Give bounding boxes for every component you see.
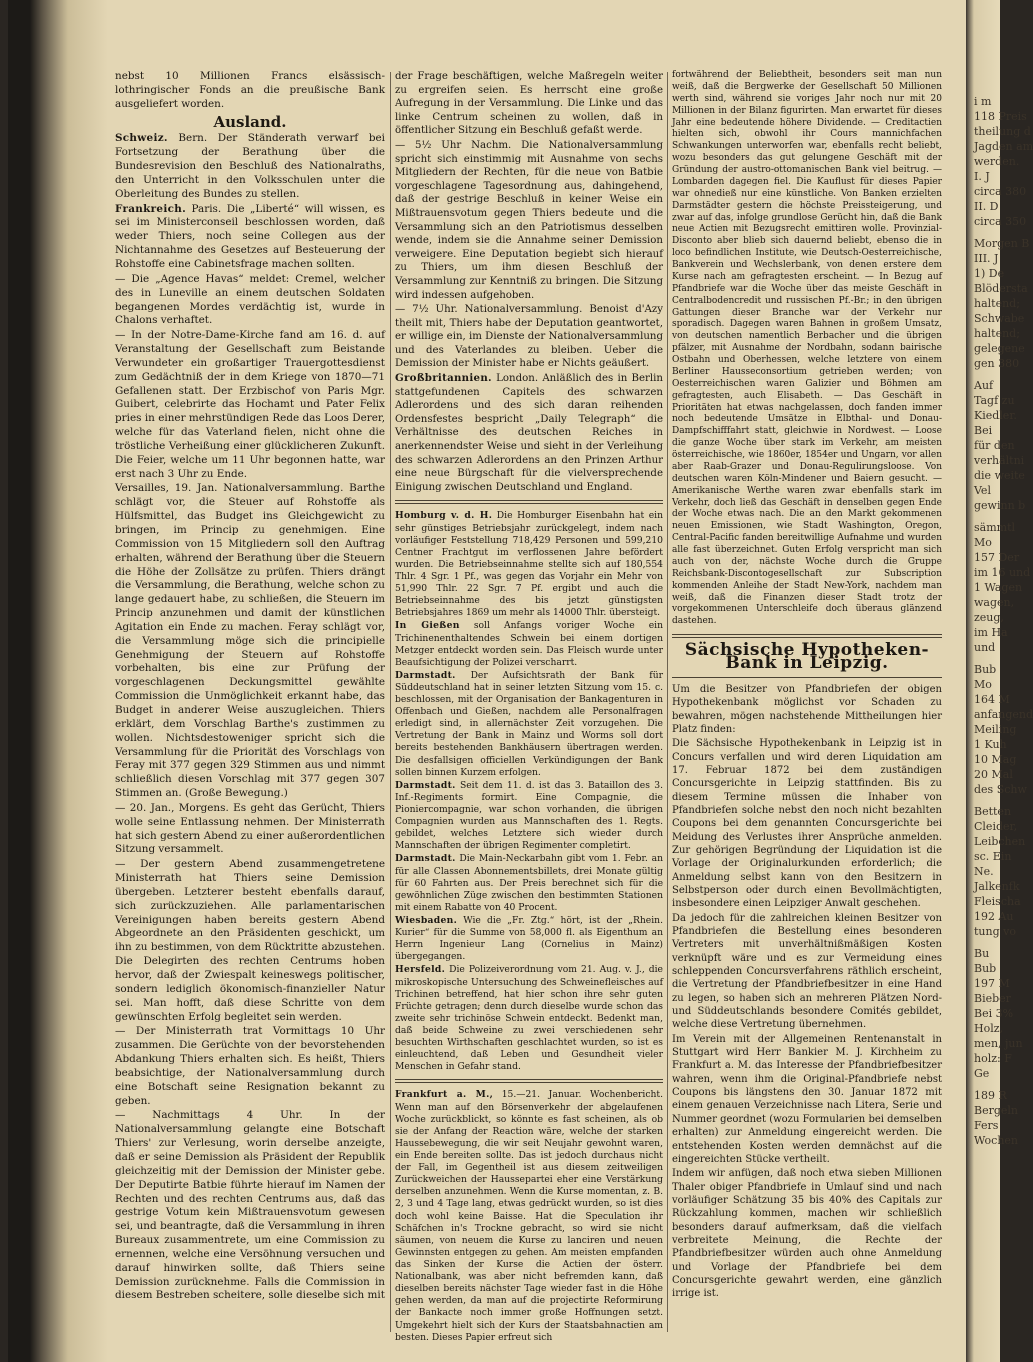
column-rule <box>667 72 668 1332</box>
edge-text-fragment: Leibchen <box>974 835 1026 848</box>
edge-text-fragment: 118 Preis <box>974 110 1027 123</box>
edge-text-fragment: Cleider, <box>974 820 1018 833</box>
edge-text-fragment: Betten <box>974 805 1012 818</box>
edge-text-fragment: im 16 und <box>974 566 1031 579</box>
dateline: Darmstadt. <box>395 669 456 681</box>
paragraph <box>395 964 663 1073</box>
paragraph: — Nachmittags 4 Uhr. In der Nationalversammlung gelangte eine Botschaft Thiers' zur Verlesung, worin derselbe anzeigte, daß er seine Demission als Präsident der Republik gleichzeitig mit der Demission der Minister gebe. Der Deputirte Batbie führte hierauf im Namen der Rechten und des rechten Centrums aus, daß das gestrige Votum kein Mißtrauensvotum gewesen sei, und beantragte, daß die Versammlung in ihren Bureaux zusammentrete, um eine Commission zu ernennen, welche eine Versöhnung versuchen und darauf hinwirken sollte, daß Thiers seine Demission zurücknehme. Falls die Commission in diesem Bestreben scheitere, solle dieselbe sich mit <box>115 1109 385 1302</box>
dateline: Hersfeld. <box>395 964 446 976</box>
edge-text-fragment: gelegene <box>974 342 1025 355</box>
edge-text-fragment: Auf <box>974 379 994 392</box>
edge-text-fragment: Fers <box>974 1119 999 1132</box>
paragraph <box>115 132 385 201</box>
edge-text-fragment: Vel <box>974 484 991 497</box>
edge-text-fragment: 1 Wagen <box>974 581 1023 594</box>
dateline: Großbritannien. <box>395 372 492 385</box>
column-rule <box>390 72 391 1332</box>
paragraph: fortwährend der Beliebtheit, besonders seit man nun weiß, daß die Bergwerke der Gesellschaft 50 Millionen werth sind, während sie voriges Jahr noch nur mit 20 Millionen in der Bilanz figurirten. Man erwartet für dieses Jahr eine bedeutende höhere Dividende. — Creditactien hielten sich, obwohl ihr Cours mannichfachen Schwankungen unterworfen war, ebenfalls recht beliebt, wozu besonders das gut gelungene Geschäft mit der Gründung der austro-ottomanischen Bank viel beitrug. — Lombarden dagegen fiel. Die Kauflust für dieses Papier war ohnedieß nur eine künstliche. Von Banken erzielten Darmstädter gestern die höchste Preissteigerung, und zwar auf das, infolge grundlose Gerücht hin, daß die Bank neue Actien mit Bezugsrecht emittiren wolle. Provinzial-Disconto aber blieb sich dauernd beliebt, ebenso die in loco befindlichen Institute, wie Deutsch-Oesterreichische, Bankverein und Wechslerbank, von denen erstere dem Kurse nach am gefragtesten erscheint. — In Bezug auf Pfandbriefe war die Woche über das meiste Geschäft in Centralbodencredit und russischen Pf.-Br.; in den übrigen Gattungen dieser Branche war der Verkehr nur sporadisch. Dagegen waren Bahnen in großem Umsatz, von deutschen namentlich Berbacher und die übrigen pfälzer, mit Ausnahme der Nordbahn, sodann bairische Ostbahn und Oberhessen, welche letztere von einem Berliner Hausseconsortium getrieben werden; von Oesterreichischen waren Galizier und Böhmen am gefragtesten, auch Elisabeth. — Das Geschäft in Prioritäten hat etwas nachgelassen, doch fanden immer noch bedeutende Umsätze in Elbthal- und Donau-Dampfschifffahrt statt, gleichwie in Nordwest. — Loose die ganze Woche über stark im Verkehr, am meisten österreichische, wie 1860er, 1854er und Ungarn, vor allen aber Raab-Grazer und Donau-Regulirungsloose. Von deutschen waren Köln-Mindener und Baiern gesucht. — Amerikanische Werthe waren zwar ebenfalls stark im Verkehr, doch ließ das Geschäft in denselben gegen Ende der Woche etwas nach. Die an den Markt gekommenen neuen Emissionen, wie Stadt Washington, Oregon, Central-Pacific fanden bereitwillige Aufnahme und wurden alle fast überzeichnet. Guten Erfolg verspricht man sich auch von der, nächste Woche durch die Gruppe Reichsbank-Discontogesellschaft zur Subscription kommenden Anleihe der Stadt New-York, nachdem man weiß, daß die Finanzen dieser Stadt trotz der vorgekommenen Unterschleife doch überaus glänzend dastehen. <box>672 70 942 627</box>
adjacent-page-edge <box>966 0 1033 1362</box>
paragraph-text: Die Polizeiverordnung vom 21. Aug. v. J., die mikroskopische Untersuchung des Schweinefleisches auf Trichinen betreffend, hat hier schon ihre sehr guten Früchte getragen; denn durch dieselbe wurde schon das zweite sehr trichinöse Schwein entdeckt. Bedenkt man, daß beide Schweine zu zwei verschiedenen sehr besuchten Wirthschaften geschlachtet wurden, so ist es einleuchtend, daß Leben und Gesundheit vieler Menschen in Gefahr stand. <box>395 964 663 1073</box>
dateline: Schweiz. <box>115 132 168 145</box>
edge-text-fragment: Meiling <box>974 723 1017 736</box>
small-print-section <box>395 510 663 1343</box>
edge-text-fragment: men, jun <box>974 1037 1023 1050</box>
edge-text-fragment: werden. <box>974 155 1020 168</box>
paragraph: — 7½ Uhr. Nationalversammlung. Benoist d'Azy theilt mit, Thiers habe der Deputation geantwortet, er willige ein, im Dienste der Nationalversammlung und des Vaterlandes zu bleiben. Ueber die Demission der Minister habe er Nichts geäußert. <box>395 304 663 370</box>
paragraph <box>395 780 663 853</box>
edge-text-fragment: gen 380 <box>974 357 1020 370</box>
divider <box>395 500 663 504</box>
divider <box>672 634 942 638</box>
edge-text-fragment: haltend; <box>974 297 1020 310</box>
paragraph <box>115 203 385 272</box>
edge-text-fragment: Blödersta <box>974 282 1028 295</box>
paragraph: Versailles, 19. Jan. Nationalversammlung. Barthe schlägt vor, die Steuer auf Rohstoffe als Hülfsmittel, das Budget ins Gleichgewicht zu bringen, im Princip zu genehmigen. Eine Commission von 15 Mitgliedern soll den Auftrag erhalten, während der Berathung über die Steuern die Höhe der Zollsätze zu prüfen. Thiers drängt die Versammlung, die Berathung, welche schon zu lange gedauert habe, zu schließen, die Steuern im Princip anzunehmen und damit der künstlichen Agitation ein Ende zu machen. Feray schlägt vor, die Versammlung möge sich die principielle Genehmigung der Steuern auf Rohstoffe vorbehalten, bis eine zur Prüfung der vorgeschlagenen Deckungsmittel gewählte Commission die Unmöglichkeit erkannt habe, das Budget in anderer Weise auszugleichen. Thiers erklärt, dem Vorschlag Barthe's zustimmen zu wollen. Nichtsdestoweniger spricht sich die Versammlung für die Priorität des Vorschlags von Feray mit 377 gegen 329 Stimmen aus und nimmt schließlich diesen Vorschlag mit 377 gegen 307 Stimmen an. (Große Bewegung.) <box>115 482 385 800</box>
advertisement-heading: Sächsische Hypotheken-Bank in Leipzig. <box>684 640 930 674</box>
binding-shadow <box>8 0 108 1362</box>
dateline: Wiesbaden. <box>395 915 458 927</box>
edge-text-fragment: sämmtl <box>974 521 1016 534</box>
edge-text-fragment: 192 Au <box>974 910 1014 923</box>
paragraph: nebst 10 Millionen Francs elsässisch-lothringischer Fonds an die preußische Bank ausgeliefert worden. <box>115 70 385 110</box>
edge-text-fragment: circa 380 <box>974 185 1027 198</box>
paragraph <box>395 372 663 494</box>
edge-text-fragment: Bub <box>974 663 997 676</box>
edge-text-fragment: des Schw <box>974 783 1027 796</box>
edge-text-fragment: Bu <box>974 947 990 960</box>
paragraph: der Frage beschäftigen, welche Maßregeln weiter zu ergreifen seien. Es herrscht eine große Aufregung in der Versammlung. Die Linke und das linke Centrum scheinen zu wollen, daß in öffentlicher Sitzung ein Beschluß gefaßt werde. <box>395 71 663 137</box>
paragraph: — Der gestern Abend zusammengetretene Ministerrath hat Thiers seine Demission übergeben. Letzterer besteht ebenfalls darauf, sich zurückzuziehen. Alle parlamentarischen Vereinigungen haben bereits gestern Abend Abgeordnete an den Präsidenten geschickt, um ihn zu bestimmen, von dem Rücktritte abzustehen. Die Delegirten des rechten Centrums hoben hervor, daß der Zwiespalt keineswegs politischer, sondern lediglich ökonomisch-finanzieller Natur sei. Man hofft, daß diese Schritte von dem gewünschten Erfolg begleitet sein werden. <box>115 858 385 1023</box>
edge-text-fragment: Jagden am <box>974 140 1033 153</box>
paragraph: Im Verein mit der Allgemeinen Rentenanstalt in Stuttgart wird Herr Bankier M. J. Kirchheim zu Frankfurt a. M. das Interesse der Pfandbriefbesitzer wahren, wenn ihm die Original-Pfandbriefe nebst Coupons bis längstens den 30. Januar 1872 mit einem genauen Verzeichnisse nach Litera, Serie und Nummer geordnet (wozu Formularien bei demselben erhalten) zur Anmeldung eingereicht werden. Die entstehenden Kosten werden demnächst auf die eingereichten Stücke vertheilt. <box>672 1033 942 1165</box>
edge-text-fragment: für den <box>974 439 1015 452</box>
edge-text-fragment: 164 M <box>974 693 1010 706</box>
edge-text-fragment: zeug, <box>974 611 1004 624</box>
paragraph: — 5½ Uhr Nachm. Die Nationalversammlung spricht sich einstimmig mit Ausnahme von sechs Mitgliedern der Rechten, für die neue von Batbie vorgeschlagene Tagesordnung aus, dahingehend, daß der gestrige Beschluß in keiner Weise ein Mißtrauensvotum gegen Thiers bedeute und die Versammlung sich an den Patriotismus desselben wende, indem sie die Annahme seiner Demission verweigere. Eine Deputation begiebt sich hierauf zu Thiers, um ihm diesen Beschluß der Versammlung zur Kenntniß zu bringen. Die Sitzung wird indessen aufgehoben. <box>395 139 663 301</box>
paragraph-text: 15.—21. Januar. Wochenbericht. Wenn man auf den Börsenverkehr der abgelaufenen Woche zurückblickt, so könnte es fast scheinen, als ob sie der Anfang der Reaction wäre, welche der starken Haussebewegung, die wir seit Neujahr gewohnt waren, ein Ende bereiten sollte. Das ist jedoch durchaus nicht der Fall, im Gegentheil ist aus diesem zeitweiligen Zurückweichen der Haussepartei eher eine Verstärkung derselben anzunehmen. Wenn die Kurse momentan, z. B. 2, 3 und 4 Tage lang, etwas gedrückt wurden, so ist dies doch wohl keine Baisse. Hat die Speculation ihr Schäfchen in's Trockne gebracht, so wird sie nicht säumen, von neuem die Kurse zu lanciren und neuen Gewinnsten entgegen zu gehen. Am meisten empfanden das Sinken der Kurse die Actien der österr. Nationalbank, was aber nicht befremden kann, daß dieselben bereits nächster Tage wieder fast in die Höhe gehen werden, da man auf die projectirte Reformirung der Bankacte noch immer große Hoffnungen setzt. Umgekehrt hielt sich der Kurs der Staatsbahnactien am besten. Dieses Papier erfreut sich <box>395 1089 663 1343</box>
edge-text-fragment: 189 R <box>974 1089 1007 1102</box>
column-1 <box>115 70 385 1304</box>
paragraph <box>395 510 663 619</box>
edge-text-fragment: Mo <box>974 678 992 691</box>
paragraph: — Der Ministerrath trat Vormittags 10 Uhr zusammen. Die Gerüchte von der bevorstehenden Abdankung Thiers erhalten sich. Es heißt, Thiers beabsichtige, der Nationalversammlung durch eine Botschaft seine Resignation bekannt zu geben. <box>115 1025 385 1107</box>
edge-text-fragment: Fleischa <box>974 895 1021 908</box>
paragraph-text: Die Homburger Eisenbahn hat ein sehr günstiges Betriebsjahr zurückgelegt, indem nach vorläufiger Feststellung 718,429 Personen und 599,210 Centner Frachtgut im verflossenen Jahre befördert wurden. Die Betriebseinnahme stellte sich auf 180,554 Thlr. 4 Sgr. 1 Pf., was gegen das Vorjahr ein Mehr von 51,990 Thlr. 22 Sgr. 7 Pf. ergibt und auch die Betriebseinnahme des bis jetzt günstigsten Betriebsjahres 1869 um mehr als 14000 Thlr. übersteigt. <box>395 510 663 619</box>
edge-text-fragment: 10 Mag <box>974 753 1017 766</box>
dateline: Darmstadt. <box>395 853 456 865</box>
small-print-section <box>672 70 942 628</box>
paragraph <box>395 915 663 963</box>
column-2 <box>395 70 663 1345</box>
edge-text-fragment: und <box>974 641 996 654</box>
edge-text-fragment: II. D <box>974 200 999 213</box>
section-heading: Ausland. <box>213 112 287 131</box>
edge-text-fragment: sc. Ein <box>974 850 1012 863</box>
edge-text-fragment: anfangend <box>974 708 1033 721</box>
paragraph <box>395 853 663 914</box>
edge-text-fragment: Morgen B <box>974 237 1030 250</box>
paragraph: — Die „Agence Havas“ meldet: Cremel, welcher des in Luneville an einem deutschen Soldaten begangenen Mordes verdächtig ist, wurde in Chalons verhaftet. <box>115 272 385 327</box>
edge-text-fragment: verhältni <box>974 454 1025 467</box>
paragraph: Die Sächsische Hypothekenbank in Leipzig ist in Concurs verfallen und wird deren Liquidation am 17. Februar 1872 bei dem zuständigen Concursgerichte in Leipzig stattfinden. Bis zu diesem Termine müssen die Inhaber von Pfandbriefen solche nebst den noch nicht bezahlten Coupons bei dem genannten Concursgerichte bei Meidung des Verlustes ihrer Ansprüche anmelden. Zur gehörigen Begründung der Liquidation ist die Vorlage der Originalurkunden erforderlich; die Anmeldung selbst kann von den Besitzern in Selbstperson oder durch einen Bevollmächtigten, insbesondere einen Leipziger Anwalt geschehen. <box>672 738 942 910</box>
edge-text-fragment: holz: F <box>974 1052 1012 1065</box>
edge-text-fragment: Bieber <box>974 992 1011 1005</box>
divider <box>672 677 942 678</box>
edge-text-fragment: die weite <box>974 469 1025 482</box>
divider <box>395 1079 663 1083</box>
paragraph-text: Bern. Der Ständerath verwarf bei Fortsetzung der Berathung über die Bundesrevision den Beschluß des Nationalraths, den Unterricht in den Volksschulen unter die Oberleitung des Bundes zu stellen. <box>115 132 385 200</box>
edge-text-fragment: Bei <box>974 424 993 437</box>
paragraph: — In der Notre-Dame-Kirche fand am 16. d. auf Veranstaltung der Gesellschaft zum Beistande Verwundeter ein großartiger Trauergottesdienst zum Gedächtniß der in dem Kriege von 1870—71 Gefallenen statt. Der Erzbischof von Paris Mgr. Guibert, celebrirte das Hochamt und Pater Felix pries in einer mehrstündigen Rede das Loos Derer, welche für das Vaterland fielen, nicht ohne die tröstliche Verheißung einer glücklicheren Zukunft. Die Feier, welche um 11 Uhr begonnen hatte, war erst nach 3 Uhr zu Ende. <box>115 329 385 480</box>
paragraph-text: London. Anläßlich des in Berlin stattgefundenen Capitels des schwarzen Adlerordens und des sich daran reihenden Ordensfestes bespricht „Daily Telegraph“ die Verhältnisse des deutschen Reiches in anerkennendster Weise und sieht in der Verleihung des schwarzen Adlerordens an den Prinzen Arthur eine neue Bürgschaft für die vielversprechende Einigung zwischen Deutschland und England. <box>395 373 663 493</box>
dateline: Homburg v. d. H. <box>395 510 493 522</box>
edge-text-fragment: 1) De <box>974 267 1005 280</box>
dateline: Frankreich. <box>115 202 186 215</box>
edge-text-fragment: Holz, <box>974 1022 1004 1035</box>
paragraph-text: Wie die „Fr. Ztg.“ hört, ist der „Rhein. Kurier“ für die Summe von 58,000 fl. als Eigenthum an Herrn Ingenieur Lang (Cornelius in Mainz) übergegangen. <box>395 915 663 963</box>
edge-text-fragment: Tagf zu <box>974 394 1015 407</box>
edge-text-fragment: Ge <box>974 1067 990 1080</box>
dateline: Darmstadt. <box>395 779 456 791</box>
paragraph <box>395 670 663 779</box>
paragraph: — 20. Jan., Morgens. Es geht das Gerücht, Thiers wolle seine Entlassung nehmen. Der Ministerrath hat sich gestern Abend zu einer außerordentlichen Sitzung versammelt. <box>115 801 385 856</box>
edge-text-fragment: Bei 3% <box>974 1007 1014 1020</box>
edge-text-fragment: III. J <box>974 252 999 265</box>
paragraph <box>395 1089 663 1343</box>
edge-text-fragment: Mo <box>974 536 992 549</box>
edge-text-fragment: circa 350 <box>974 215 1027 228</box>
edge-text-fragment: Ne. <box>974 865 994 878</box>
edge-text-fragment: theilung d <box>974 125 1031 138</box>
dateline: In Gießen <box>395 620 460 632</box>
edge-text-fragment: Kiedler. <box>974 409 1017 422</box>
edge-text-fragment: Schwabe <box>974 312 1025 325</box>
edge-text-fragment: 157 Der <box>974 551 1020 564</box>
edge-text-fragment: 20 Mal <box>974 768 1013 781</box>
edge-text-fragment: I. J <box>974 170 990 183</box>
edge-text-fragment: 1 Kuh <box>974 738 1007 751</box>
edge-text-fragment: gewinn b <box>974 499 1026 512</box>
paragraph-text: Seit dem 11. d. ist das 3. Bataillon des 3. Inf.-Regiments formirt. Eine Compagnie, die Pioniercompagnie, war schon vorhanden, die übrigen Compagnien wurden aus Mannschaften des 1. Regts. gebildet, welches Letztere sich wieder durch Mannschaften der übrigen Regimenter completirt. <box>395 779 663 852</box>
paragraph <box>395 620 663 668</box>
paragraph-text: Der Aufsichtsrath der Bank für Süddeutschland hat in seiner letzten Sitzung vom 15. c. beschlossen, mit der Organisation der Bankagenturen in Offenbach und Gießen, nachdem alle Personalfragen erledigt sind, in allernächster Zeit vorzugehen. Die Vertretung der Bank in Mainz und Worms soll dort bereits bestehenden Bankhäusern übertragen werden. Die desfallsigen officiellen Verkündigungen der Bank sollen binnen Kurzem erfolgen. <box>395 669 663 778</box>
paragraph: Da jedoch für die zahlreichen kleinen Besitzer von Pfandbriefen die Bestellung eines besonderen Vertreters mit unverhältnißmäßigen Kosten verknüpft wäre und es zur Vermeidung eines schleppenden Concursverfahrens räthlich erscheint, die Vertretung der Pfandbriefbesitzer in eine Hand zu legen, so haben sich an mehreren Plätzen Nord- und Süddeutschlands besondere Comités gebildet, welche diese Vertretung übernehmen. <box>672 912 942 1031</box>
edge-text-fragment: wagen, <box>974 596 1015 609</box>
paragraph-text: soll Anfangs voriger Woche ein Trichinenenthaltendes Schwein bei einem dortigen Metzger entdeckt worden sein. Das Fleisch wurde unter Beaufsichtigung der Polizei verscharrt. <box>395 620 664 668</box>
edge-text-fragment: i m <box>974 95 992 108</box>
edge-text-fragment: Jalkenfk <box>974 880 1020 893</box>
edge-text-fragment: Wochen <box>974 1134 1019 1147</box>
edge-text-fragment: im Ha <box>974 626 1008 639</box>
edge-text-fragment: Bergeln <box>974 1104 1019 1117</box>
edge-text-fragment: Bub <box>974 962 997 975</box>
paragraph-text: Paris. Die „Liberté“ will wissen, es sei im Ministerconseil beschlossen worden, daß weder Thiers, noch seine Collegen aus der Nichtannahme des Gesetzes auf Besteuerung der Rohstoffe eine Cabinetsfrage machen sollten. <box>115 202 385 270</box>
edge-text-fragment: 197 M <box>974 977 1010 990</box>
paragraph-text: Die Main-Neckarbahn gibt vom 1. Febr. an für alle Classen Abonnementsbillets, drei Monate gültig für 60 Fahrten aus. Der Preis berechnet sich für die gewöhnlichen Züge zwischen den bestimmten Stationen mit einem Rabatte von 40 Procent. <box>395 853 663 913</box>
edge-text-fragment: tung vo <box>974 925 1016 938</box>
column-3 <box>672 70 942 1302</box>
dateline: Frankfurt a. M., <box>395 1089 494 1101</box>
edge-text-fragment: haltend; <box>974 327 1020 340</box>
paragraph: Indem wir anfügen, daß noch etwa sieben Millionen Thaler obiger Pfandbriefe in Umlauf sind und nach vorläufiger Schätzung 35 bis 40% des Capitals zur Rückzahlung kommen, machen wir schließlich besonders darauf aufmerksam, daß die vielfach verbreitete Meinung, die Rechte der Pfandbriefbesitzer würden auch ohne Anmeldung und Vorlage der Pfandbriefe bei dem Concursgerichte gewahrt werden, eine gänzlich irrige ist. <box>672 1168 942 1300</box>
paragraph: Um die Besitzer von Pfandbriefen der obigen Hypothekenbank möglichst vor Schaden zu bewahren, mögen nachstehende Mittheilungen hier Platz finden: <box>672 683 942 735</box>
